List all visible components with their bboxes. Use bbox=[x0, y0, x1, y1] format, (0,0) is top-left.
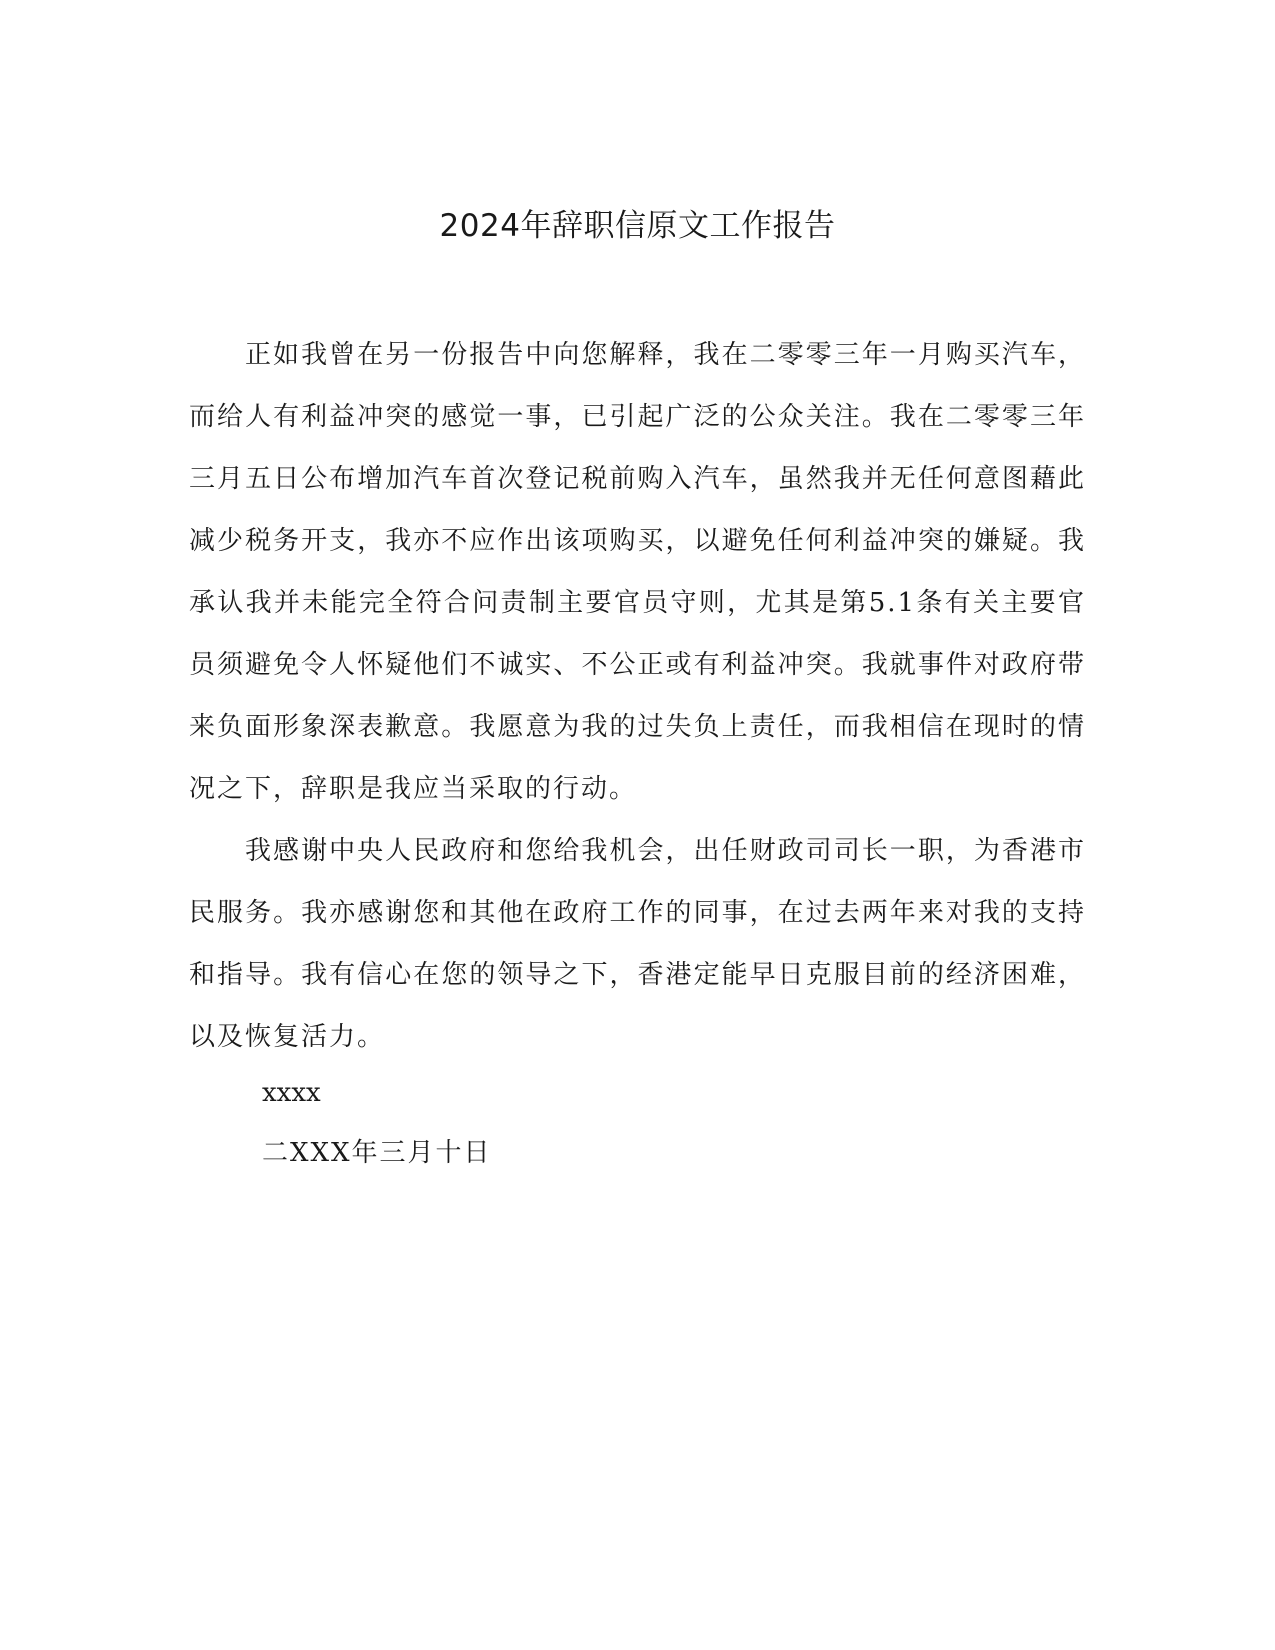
paragraph-2: 我感谢中央人民政府和您给我机会，出任财政司司长一职，为香港市民服务。我亦感谢您和其他在政府工作的同事，在过去两年来对我的支持和指导。我有信心在您的领导之下，香港定能早日克服目前的经济困难，以及恢复活力。 bbox=[189, 836, 1086, 1052]
letter-date: 二XXX年三月十日 bbox=[262, 1138, 492, 1168]
document-title: 2024年辞职信原文工作报告 bbox=[439, 208, 836, 244]
letter-body bbox=[189, 324, 1086, 1068]
paragraph-1: 正如我曾在另一份报告中向您解释，我在二零零三年一月购买汽车，而给人有利益冲突的感觉一事，已引起广泛的公众关注。我在二零零三年三月五日公布增加汽车首次登记税前购入汽车，虽然我并无任何意图藉此减少税务开支，我亦不应作出该项购买，以避免任何利益冲突的嫌疑。我承认我并未能完全符合问责制主要官员守则，尤其是第5.1条有关主要官员须避免令人怀疑他们不诚实、不公正或有利益冲突。我就事件对政府带来负面形象深表歉意。我愿意为我的过失负上责任，而我相信在现时的情况之下，辞职是我应当采取的行动。 bbox=[189, 340, 1086, 804]
signer-name: xxxx bbox=[262, 1078, 321, 1108]
